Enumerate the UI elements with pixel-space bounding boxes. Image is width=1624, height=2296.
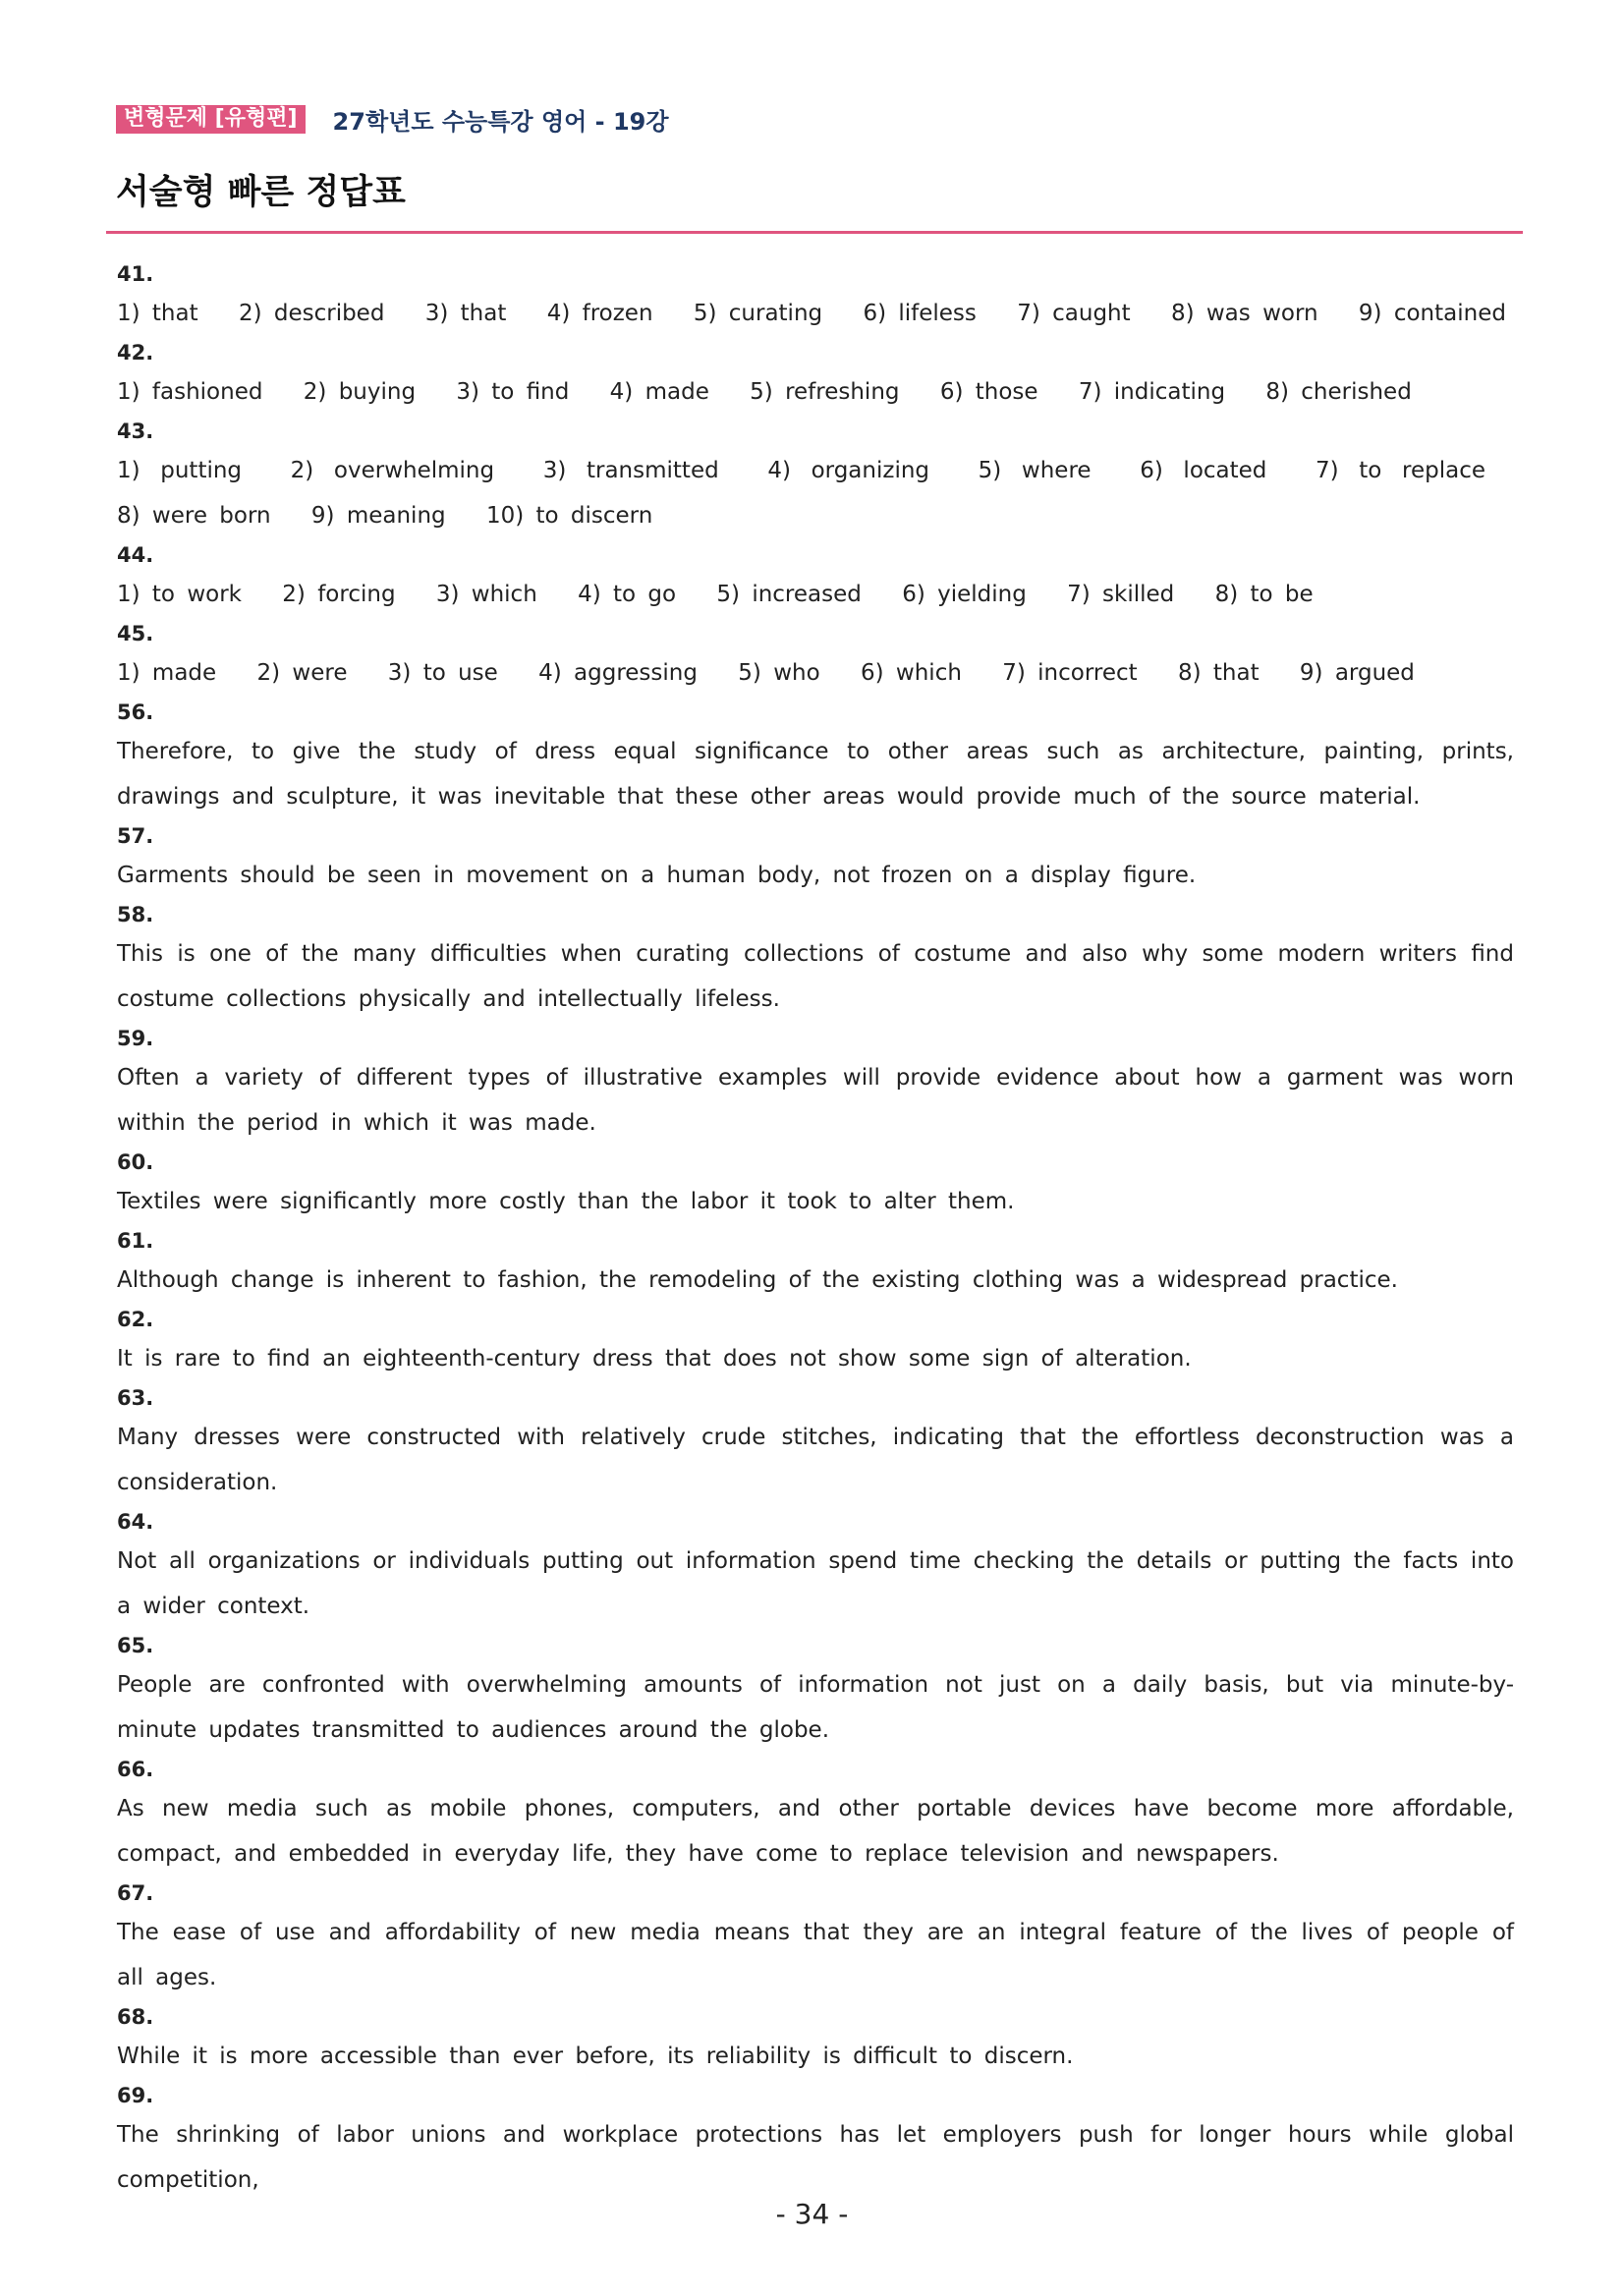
answer-entry — [117, 2079, 1514, 2203]
blank-answer: 4) aggressing — [538, 660, 698, 686]
answer-text: The shrinking of labor unions and workplace protections has let employers push for longer hours while global competition, — [117, 2122, 1514, 2193]
question-number: 63. — [117, 1386, 154, 1410]
answer-text: Often a variety of different types of illustrative examples will provide evidence about how a garment was worn within the period in which it was made. — [117, 1065, 1514, 1136]
blank-answer: 8) to be — [1214, 582, 1314, 607]
title-divider — [106, 231, 1523, 234]
blank-answer: 4) frozen — [546, 301, 653, 326]
answer-text: Many dresses were constructed with relatively crude stitches, indicating that the effortless deconstruction was a consideration. — [117, 1425, 1514, 1495]
blank-answer: 3) to find — [456, 379, 570, 405]
blank-answer: 1) made — [117, 660, 217, 686]
blank-answer: 3) which — [435, 582, 537, 607]
answer-text: While it is more accessible than ever before, its reliability is difficult to discern. — [117, 2044, 1074, 2069]
blank-answer: 5) refreshing — [750, 379, 900, 405]
question-number: 66. — [117, 1758, 154, 1781]
blank-answer: 6) those — [939, 379, 1038, 405]
answer-entry — [117, 257, 1514, 336]
blank-answer: 7) caught — [1017, 301, 1131, 326]
blank-answer: 8) were born — [117, 503, 271, 529]
answer-text: Although change is inherent to fashion, the remodeling of the existing clothing was a widespread practice. — [117, 1267, 1398, 1293]
answer-entry — [117, 2000, 1514, 2079]
question-number: 64. — [117, 1510, 154, 1534]
blank-answer: 4) to go — [578, 582, 677, 607]
answer-entry — [117, 336, 1514, 415]
blank-answer: 3) to use — [387, 660, 498, 686]
blank-answer: 5) increased — [716, 582, 862, 607]
blank-answer: 2) forcing — [282, 582, 396, 607]
answer-entry — [117, 1303, 1514, 1381]
answer-entry — [117, 898, 1514, 1022]
answer-entry — [117, 1505, 1514, 1629]
answer-text: As new media such as mobile phones, computers, and other portable devices have become more affordable, compact, and embedded in everyday life, they have come to replace television and newspapers. — [117, 1796, 1514, 1867]
blank-answer: 9) contained — [1358, 301, 1506, 326]
blank-answer: 9) argued — [1299, 660, 1415, 686]
answer-entry — [117, 696, 1514, 819]
page-title: 서술형 빠른 정답표 — [116, 173, 406, 212]
blank-answer: 1) fashioned — [117, 379, 263, 405]
answer-list — [117, 257, 1514, 2203]
blank-answer: 6) which — [861, 660, 962, 686]
answer-entry — [117, 1381, 1514, 1505]
question-number: 67. — [117, 1881, 154, 1905]
question-number: 68. — [117, 2005, 154, 2029]
answer-text — [117, 572, 1514, 617]
blank-answer: 8) cherished — [1265, 379, 1412, 405]
question-number: 44. — [117, 543, 154, 567]
question-number: 60. — [117, 1150, 154, 1174]
answer-entry — [117, 1876, 1514, 2000]
blank-answer: 6) lifeless — [863, 301, 977, 326]
answer-text: It is rare to find an eighteenth-century dress that does not show some sign of alteration. — [117, 1346, 1192, 1372]
answer-text: Garments should be seen in movement on a human body, not frozen on a display figure. — [117, 863, 1197, 888]
blank-answer: 2) described — [238, 301, 385, 326]
blank-answer: 1) that — [117, 301, 198, 326]
answer-entry — [117, 1224, 1514, 1303]
answer-text — [117, 650, 1514, 696]
blank-answer: 1) putting — [117, 458, 243, 483]
question-number: 42. — [117, 341, 154, 364]
question-number: 61. — [117, 1229, 154, 1253]
answer-entry — [117, 415, 1514, 538]
answer-entry — [117, 1753, 1514, 1876]
blank-answer: 7) incorrect — [1002, 660, 1138, 686]
answer-text: This is one of the many difficulties when curating collections of costume and also why some modern writers find costume collections physically and intellectually lifeless. — [117, 941, 1514, 1012]
question-number: 41. — [117, 262, 154, 286]
series-title: 27학년도 수능특강 영어 - 19강 — [332, 107, 669, 136]
answer-entry — [117, 1629, 1514, 1753]
blank-answer: 10) to discern — [485, 503, 653, 529]
blank-answer: 4) organizing — [767, 458, 930, 483]
blank-answer: 5) where — [978, 458, 1092, 483]
answer-text: Therefore, to give the study of dress equal significance to other areas such as architecture, painting, prints, drawings and sculpture, it was inevitable that these other areas would provide much of the source material. — [117, 739, 1514, 810]
answer-text: The ease of use and affordability of new media means that they are an integral feature of the lives of people of all ages. — [117, 1920, 1514, 1990]
blank-answer: 5) who — [738, 660, 820, 686]
blank-answer: 3) that — [424, 301, 507, 326]
answer-text: Not all organizations or individuals putting out information spend time checking the details or putting the facts into a wider context. — [117, 1548, 1514, 1619]
blank-answer: 7) indicating — [1078, 379, 1226, 405]
blank-answer: 6) located — [1140, 458, 1267, 483]
blank-answer: 8) was worn — [1170, 301, 1318, 326]
blank-answer: 4) made — [609, 379, 709, 405]
blank-answer: 3) transmitted — [542, 458, 719, 483]
page-number: - 34 - — [775, 2198, 849, 2230]
blank-answer: 7) skilled — [1067, 582, 1175, 607]
blank-answer: 2) overwhelming — [290, 458, 495, 483]
question-number: 45. — [117, 622, 154, 645]
question-number: 69. — [117, 2084, 154, 2107]
answer-entry — [117, 1146, 1514, 1224]
question-number: 58. — [117, 903, 154, 926]
blank-answer: 2) were — [256, 660, 348, 686]
blank-answer: 5) curating — [693, 301, 823, 326]
question-number: 62. — [117, 1308, 154, 1331]
answer-text — [117, 448, 1514, 538]
answer-text — [117, 369, 1514, 415]
blank-answer: 1) to work — [117, 582, 242, 607]
answer-text — [117, 291, 1514, 336]
answer-text: Textiles were significantly more costly than the labor it took to alter them. — [117, 1189, 1015, 1214]
blank-answer: 7) to replace — [1316, 458, 1485, 483]
answer-entry — [117, 819, 1514, 898]
blank-answer: 2) buying — [303, 379, 417, 405]
blank-answer: 8) that — [1177, 660, 1260, 686]
answer-text: People are confronted with overwhelming amounts of information not just on a daily basis, but via minute-by-minute updates transmitted to audiences around the globe. — [117, 1672, 1514, 1743]
question-number: 57. — [117, 824, 154, 848]
answer-entry — [117, 617, 1514, 696]
page-header — [116, 104, 669, 134]
answer-entry — [117, 1022, 1514, 1146]
answer-entry — [117, 538, 1514, 617]
category-badge: 변형문제 [유형편] — [116, 105, 306, 134]
question-number: 43. — [117, 420, 154, 443]
question-number: 65. — [117, 1634, 154, 1657]
question-number: 56. — [117, 700, 154, 724]
blank-answer: 9) meaning — [310, 503, 446, 529]
question-number: 59. — [117, 1027, 154, 1050]
blank-answer: 6) yielding — [902, 582, 1027, 607]
